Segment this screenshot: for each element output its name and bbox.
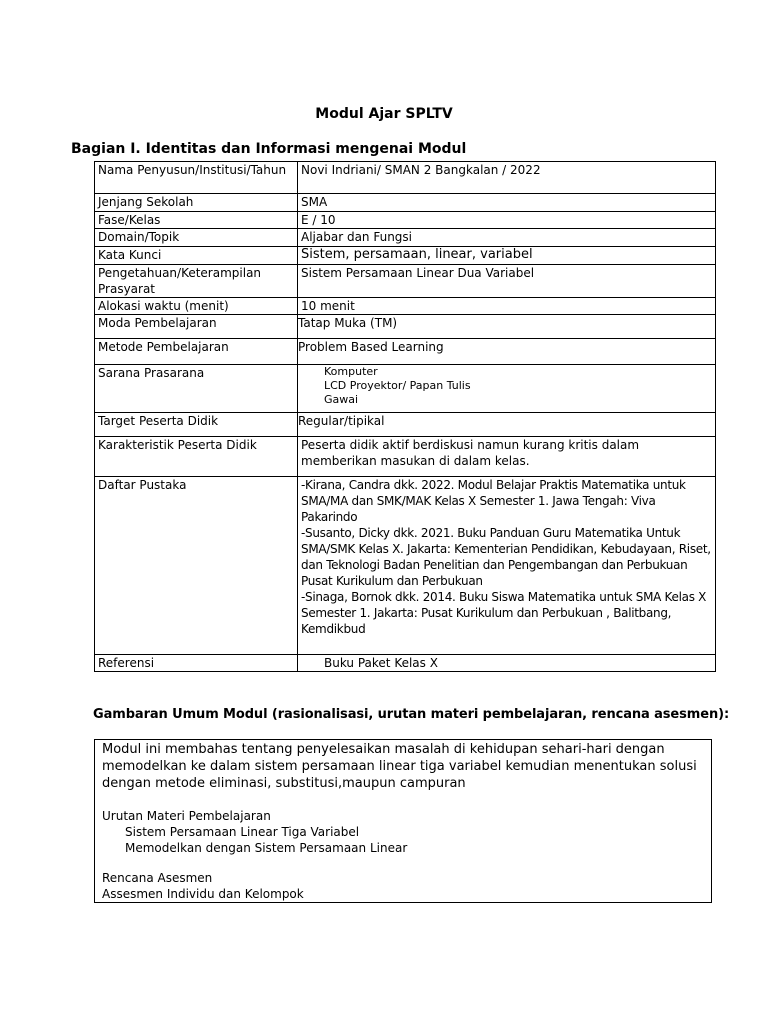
- row-label: Moda Pembelajaran: [95, 315, 298, 339]
- module-info-table: [94, 161, 716, 672]
- reference-item: -Susanto, Dicky dkk. 2021. Buku Panduan Guru Matematika Untuk SMA/SMK Kelas X. Jakarta: Kementerian Pendidikan, Kebudayaan, Riset, dan Teknologi Badan Penelitian dan Pengembangan dan Perbukuan Pusat Kurikulum dan Perbukuan: [301, 526, 711, 588]
- asesmen-title: Rencana Asesmen: [102, 871, 213, 885]
- urutan-item: Sistem Persamaan Linear Tiga Variabel: [125, 825, 360, 839]
- table-row: [95, 162, 716, 194]
- list-item: Gawai: [324, 393, 359, 406]
- row-value: [298, 477, 716, 655]
- table-row: [95, 298, 716, 315]
- list-item: LCD Proyektor/ Papan Tulis: [324, 379, 471, 392]
- row-label: Nama Penyusun/Institusi/Tahun: [95, 162, 298, 194]
- row-value: Tatap Muka (TM): [298, 315, 716, 339]
- row-label: Domain/Topik: [95, 229, 298, 247]
- sarana-list: [301, 365, 712, 407]
- row-label: Target Peserta Didik: [95, 413, 298, 437]
- row-label: Jenjang Sekolah: [95, 194, 298, 212]
- row-value: Novi Indriani/ SMAN 2 Bangkalan / 2022: [298, 162, 716, 194]
- table-row: [95, 247, 716, 265]
- table-row: [95, 315, 716, 339]
- row-label: Alokasi waktu (menit): [95, 298, 298, 315]
- row-value: Buku Paket Kelas X: [298, 655, 716, 672]
- row-label: Kata Kunci: [95, 247, 298, 265]
- urutan-item: Memodelkan dengan Sistem Persamaan Linear: [125, 841, 408, 855]
- row-value: [298, 365, 716, 413]
- table-row: [95, 229, 716, 247]
- table-row: [95, 194, 716, 212]
- reference-item: -Sinaga, Bornok dkk. 2014. Buku Siswa Matematika untuk SMA Kelas X Semester 1. Jakarta: Pusat Kurikulum dan Perbukuan , Balitbang, Kemdikbud: [301, 590, 707, 636]
- table-row: [95, 655, 716, 672]
- table-row: [95, 477, 716, 655]
- summary-heading: Gambaran Umum Modul (rasionalisasi, urutan materi pembelajaran, rencana asesmen):: [93, 707, 730, 722]
- row-label: Sarana Prasarana: [95, 365, 298, 413]
- table-row: [95, 339, 716, 365]
- table-row: [95, 265, 716, 298]
- row-value: Problem Based Learning: [298, 339, 716, 365]
- row-label: Karakteristik Peserta Didik: [95, 437, 298, 477]
- row-value: Aljabar dan Fungsi: [298, 229, 716, 247]
- urutan-title: Urutan Materi Pembelajaran: [102, 809, 271, 823]
- asesmen-value: Assesmen Individu dan Kelompok: [102, 887, 304, 901]
- row-label: Fase/Kelas: [95, 212, 298, 229]
- table-row: [95, 365, 716, 413]
- table-row: [95, 413, 716, 437]
- summary-intro: Modul ini membahas tentang penyelesaikan masalah di kehidupan sehari-hari dengan memodelkan ke dalam sistem persamaan linear tiga variabel kemudian menentukan solusi dengan metode eliminasi, substitusi,maupun campuran: [102, 742, 697, 791]
- row-label: Referensi: [95, 655, 298, 672]
- row-value: Peserta didik aktif berdiskusi namun kurang kritis dalam memberikan masukan di dalam kelas.: [298, 437, 716, 477]
- summary-box: [94, 739, 712, 903]
- row-value: Regular/tipikal: [298, 413, 716, 437]
- list-item: Komputer: [324, 365, 378, 378]
- reference-item: -Kirana, Candra dkk. 2022. Modul Belajar Praktis Matematika untuk SMA/MA dan SMK/MAK Kelas X Semester 1. Jawa Tengah: Viva Pakarindo: [301, 478, 686, 524]
- row-label: Pengetahuan/Keterampilan Prasyarat: [95, 265, 298, 298]
- row-label: Daftar Pustaka: [95, 477, 298, 655]
- document-title: Modul Ajar SPLTV: [315, 106, 453, 122]
- row-value: Sistem Persamaan Linear Dua Variabel: [298, 265, 716, 298]
- row-value: SMA: [298, 194, 716, 212]
- row-value: Sistem, persamaan, linear, variabel: [298, 247, 716, 265]
- table-row: [95, 212, 716, 229]
- table-row: [95, 437, 716, 477]
- section-heading: Bagian I. Identitas dan Informasi mengenai Modul: [71, 141, 467, 157]
- row-value: E / 10: [298, 212, 716, 229]
- row-value: 10 menit: [298, 298, 716, 315]
- row-label: Metode Pembelajaran: [95, 339, 298, 365]
